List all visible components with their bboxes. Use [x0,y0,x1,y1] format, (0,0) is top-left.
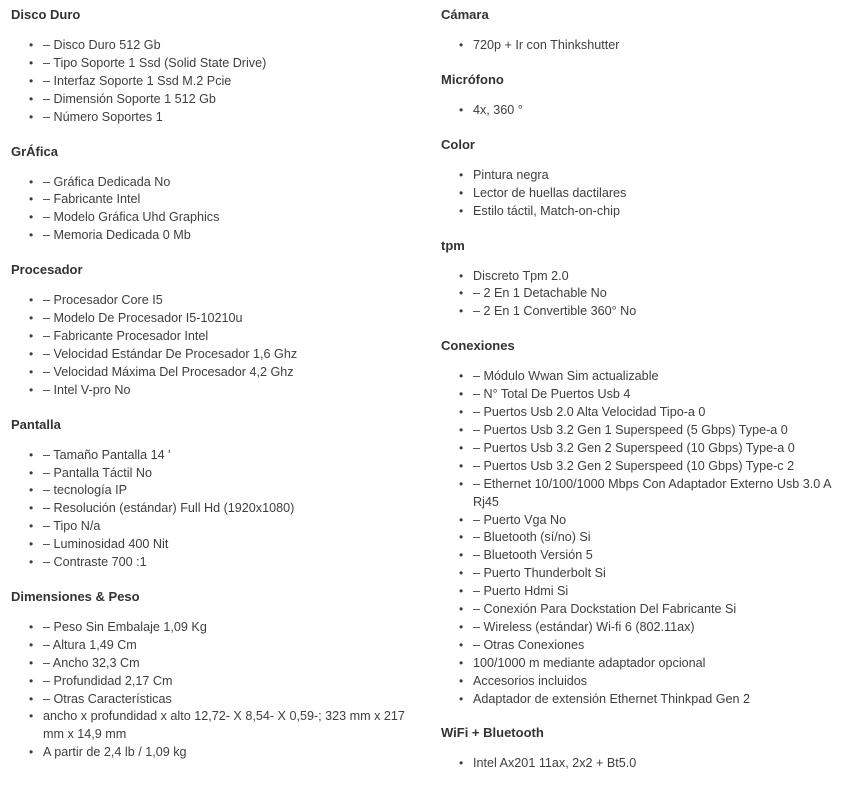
spec-item: • – N° Total De Puertos Usb 4 [441,386,849,404]
spec-list [11,447,421,572]
spec-item: • Intel Ax201 11ax, 2x2 + Bt5.0 [441,755,849,773]
spec-item: • – Otras Conexiones [441,637,849,655]
spec-section-conexiones [441,337,849,708]
spec-item: • – Wireless (estándar) Wi-fi 6 (802.11ax) [441,619,849,637]
spec-item: • – Puerto Hdmi Si [441,583,849,601]
spec-item: • – Puertos Usb 3.2 Gen 2 Superspeed (10 Gbps) Type-c 2 [441,458,849,476]
spec-list [441,368,849,708]
spec-item: • – 2 En 1 Detachable No [441,285,849,303]
spec-item: • – Gráfica Dedicada No [11,174,421,192]
spec-item: • – Puertos Usb 2.0 Alta Velocidad Tipo-a 0 [441,404,849,422]
spec-item: • – Pantalla Táctil No [11,465,421,483]
spec-item: • – Conexión Para Dockstation Del Fabricante Si [441,601,849,619]
spec-item: • – Ancho 32,3 Cm [11,655,421,673]
spec-item: • – Tipo N/a [11,518,421,536]
spec-section-grafica [11,143,421,246]
spec-item: • – Peso Sin Embalaje 1,09 Kg [11,619,421,637]
left-column [11,6,421,778]
spec-list [441,755,849,773]
right-column [441,6,849,789]
spec-item: • Pintura negra [441,167,849,185]
spec-item: • A partir de 2,4 lb / 1,09 kg [11,744,421,762]
spec-item: • Estilo táctil, Match-on-chip [441,203,849,221]
spec-item: • – Tipo Soporte 1 Ssd (Solid State Drive) [11,55,421,73]
spec-item: • – tecnología IP [11,482,421,500]
section-title: Dimensiones & Peso [11,588,140,604]
spec-section-dimensiones-peso [11,588,421,762]
spec-list [11,292,421,399]
spec-item: • – Puerto Vga No [441,512,849,530]
spec-item: • Accesorios incluidos [441,673,849,691]
spec-item: • 720p + Ir con Thinkshutter [441,37,849,55]
section-title: Micrófono [441,71,504,87]
spec-section-camara [441,6,849,55]
spec-item: • – Altura 1,49 Cm [11,637,421,655]
section-title: Color [441,136,475,152]
section-title: WiFi + Bluetooth [441,725,544,741]
section-title: Procesador [11,262,83,278]
spec-item: • – Otras Características [11,691,421,709]
spec-section-procesador [11,261,421,399]
spec-section-disco-duro [11,6,421,127]
spec-item: • – Fabricante Intel [11,191,421,209]
section-title: Cámara [441,7,489,22]
spec-item: • – Luminosidad 400 Nit [11,536,421,554]
spec-item: • – 2 En 1 Convertible 360° No [441,303,849,321]
spec-item: • – Fabricante Procesador Intel [11,328,421,346]
spec-item: • – Número Soportes 1 [11,109,421,127]
spec-item: • – Dimensión Soporte 1 512 Gb [11,91,421,109]
spec-item: • – Puertos Usb 3.2 Gen 1 Superspeed (5 Gbps) Type-a 0 [441,422,849,440]
spec-item: • Discreto Tpm 2.0 [441,268,849,286]
spec-section-pantalla [11,416,421,572]
section-title: tpm [441,237,465,253]
spec-list [11,619,421,762]
spec-item: • – Modelo Gráfica Uhd Graphics [11,209,421,227]
spec-item: • – Contraste 700 :1 [11,554,421,572]
spec-item: • – Velocidad Máxima Del Procesador 4,2 Ghz [11,364,421,382]
spec-section-color [441,136,849,221]
section-title: Conexiones [441,338,515,354]
spec-list [441,37,849,55]
spec-section-tpm [441,237,849,322]
spec-item: • – Resolución (estándar) Full Hd (1920x1080) [11,500,421,518]
spec-item: • 100/1000 m mediante adaptador opcional [441,655,849,673]
spec-list [441,102,849,120]
spec-item: • – Bluetooth Versión 5 [441,547,849,565]
spec-item: • – Tamaño Pantalla 14 ' [11,447,421,465]
spec-item: • – Intel V-pro No [11,382,421,400]
section-title: Pantalla [11,416,61,432]
spec-item: • – Interfaz Soporte 1 Ssd M.2 Pcie [11,73,421,91]
spec-section-wifi-bluetooth [441,724,849,773]
spec-item: • – Modelo De Procesador I5-10210u [11,310,421,328]
spec-item: • – Memoria Dedicada 0 Mb [11,227,421,245]
spec-item: • 4x, 360 ° [441,102,849,120]
spec-item: • Adaptador de extensión Ethernet Thinkpad Gen 2 [441,691,849,709]
spec-item: • – Bluetooth (sí/no) Si [441,529,849,547]
spec-section-microfono [441,71,849,120]
spec-item: • Lector de huellas dactilares [441,185,849,203]
spec-item: • – Disco Duro 512 Gb [11,37,421,55]
spec-item: • – Procesador Core I5 [11,292,421,310]
spec-item: • – Puerto Thunderbolt Si [441,565,849,583]
spec-list [441,167,849,221]
spec-list [11,37,421,127]
spec-item: • – Puertos Usb 3.2 Gen 2 Superspeed (10 Gbps) Type-a 0 [441,440,849,458]
spec-item: • – Ethernet 10/100/1000 Mbps Con Adaptador Externo Usb 3.0 A Rj45 [441,476,849,512]
spec-list [11,174,421,246]
spec-item: • ancho x profundidad x alto 12,72- X 8,54- X 0,59-; 323 mm x 217 mm x 14,9 mm [11,708,421,744]
spec-item: • – Módulo Wwan Sim actualizable [441,368,849,386]
section-title: GrÁfica [11,143,58,159]
spec-list [441,268,849,322]
spec-item: • – Velocidad Estándar De Procesador 1,6 Ghz [11,346,421,364]
section-title: Disco Duro [11,7,81,22]
spec-item: • – Profundidad 2,17 Cm [11,673,421,691]
